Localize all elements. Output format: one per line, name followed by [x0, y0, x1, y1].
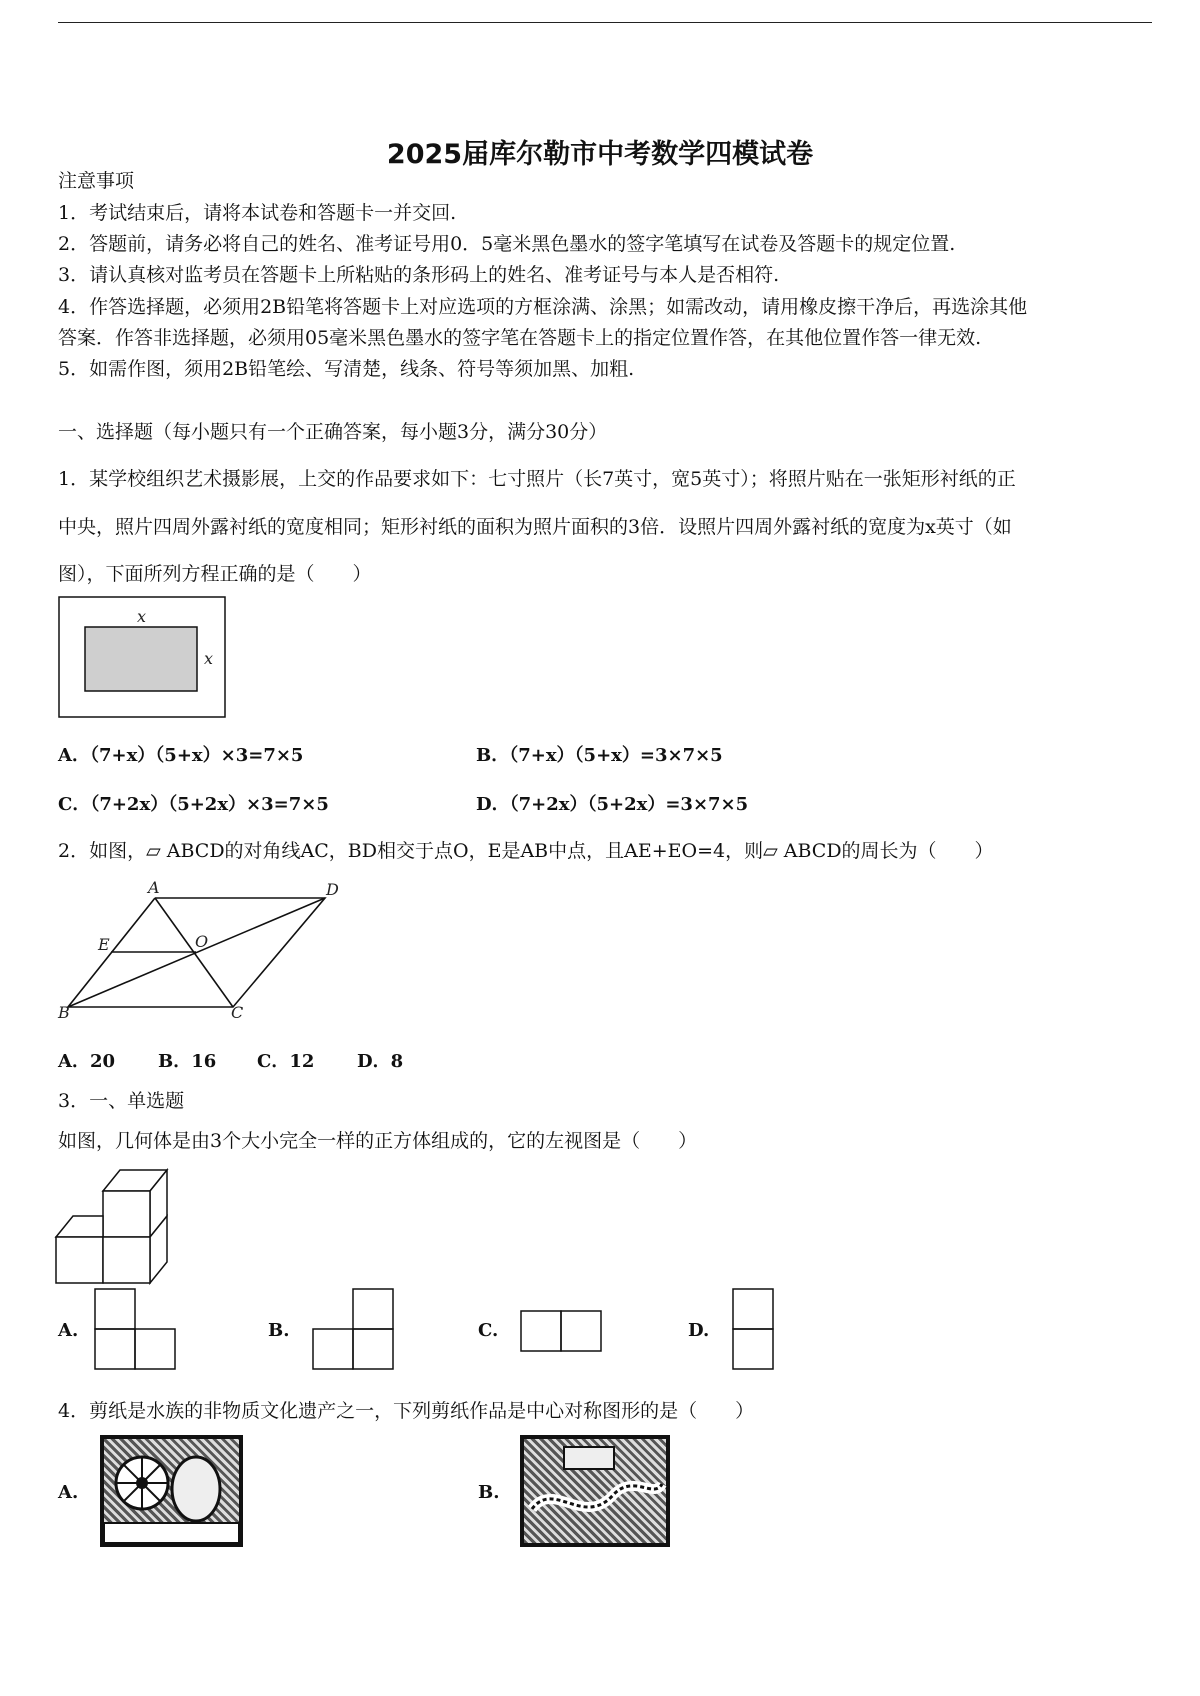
q2-option-a[interactable]: A．20: [58, 1051, 116, 1072]
q2-point-c: C: [231, 1003, 244, 1022]
section-heading: 一、选择题（每小题只有一个正确答案，每小题3分，满分30分）: [58, 421, 608, 443]
papercut-b-motif: [524, 1439, 666, 1543]
q4-option-b-papercut-image[interactable]: [520, 1435, 670, 1547]
q1-stem-line: 1．某学校组织艺术摄影展，上交的作品要求如下：七寸照片（长7英寸，宽5英寸）；将照片贴在一张矩形衬纸的正: [58, 468, 1016, 490]
q2-point-d: D: [326, 880, 339, 899]
header-rule: [58, 22, 1152, 23]
page-title: 2025届库尔勒市中考数学四模试卷: [386, 139, 814, 170]
q2-parallelogram-figure: [58, 880, 358, 1020]
q2-option-b[interactable]: B．16: [158, 1051, 217, 1072]
q3-option-d-figure[interactable]: [732, 1288, 776, 1372]
q4-stem: 4．剪纸是水族的非物质文化遗产之一，下列剪纸作品是中心对称图形的是（ ）: [58, 1400, 755, 1422]
notice-item: 2．答题前，请务必将自己的姓名、准考证号用0．5毫米黑色墨水的签字笔填写在试卷及答题卡的规定位置.: [58, 233, 956, 255]
q1-fig-label-top: x: [137, 607, 147, 626]
q1-option-a[interactable]: A．（7+x）（5+x）×3=7×5: [58, 745, 304, 766]
q3-option-c-label[interactable]: C.: [478, 1320, 499, 1341]
q3-option-a-figure[interactable]: [94, 1288, 176, 1372]
q4-option-b-label[interactable]: B.: [478, 1482, 500, 1503]
q2-option-d[interactable]: D．8: [357, 1051, 404, 1072]
q3-option-b-figure[interactable]: [312, 1288, 394, 1372]
q2-stem: 2．如图，▱ ABCD的对角线AC，BD相交于点O，E是AB中点，且AE+EO=4，则▱ ABCD的周长为（ ）: [58, 840, 994, 862]
q1-option-d[interactable]: D．（7+2x）（5+2x）=3×7×5: [476, 794, 749, 815]
q1-figure: [58, 596, 228, 720]
q3-header: 3．一、单选题: [58, 1090, 185, 1112]
notice-heading: 注意事项: [58, 170, 135, 192]
q2-point-b: B: [58, 1003, 70, 1022]
q3-option-a-label[interactable]: A.: [58, 1320, 79, 1341]
q3-stem: 如图，几何体是由3个大小完全一样的正方体组成的，它的左视图是（ ）: [58, 1130, 698, 1152]
q3-cubes-figure: [56, 1168, 171, 1272]
q1-option-b[interactable]: B．（7+x）（5+x）=3×7×5: [476, 745, 723, 766]
q2-option-c[interactable]: C．12: [257, 1051, 315, 1072]
q1-option-c[interactable]: C．（7+2x）（5+2x）×3=7×5: [58, 794, 329, 815]
q1-stem-line: 中央，照片四周外露衬纸的宽度相同；矩形衬纸的面积为照片面积的3倍．设照片四周外露衬纸的宽度为x英寸（如: [58, 516, 1012, 538]
q1-stem-line: 图），下面所列方程正确的是（ ）: [58, 563, 372, 585]
notice-item: 4．作答选择题，必须用2B铅笔将答题卡上对应选项的方框涂满、涂黑；如需改动，请用橡皮擦干净后，再选涂其他: [58, 296, 1028, 318]
q3-option-b-label[interactable]: B.: [268, 1320, 290, 1341]
papercut-a-motif: [104, 1439, 239, 1543]
notice-item: 5．如需作图，须用2B铅笔绘、写清楚，线条、符号等须加黑、加粗.: [58, 358, 635, 380]
q4-option-a-label[interactable]: A.: [58, 1482, 79, 1503]
q3-option-c-figure[interactable]: [520, 1310, 602, 1354]
q1-fig-label-right: x: [204, 649, 214, 668]
notice-item: 答案．作答非选择题，必须用05毫米黑色墨水的签字笔在答题卡上的指定位置作答，在其他位置作答一律无效.: [58, 327, 982, 349]
notice-item: 1．考试结束后，请将本试卷和答题卡一并交回.: [58, 202, 457, 224]
notice-item: 3．请认真核对监考员在答题卡上所粘贴的条形码上的姓名、准考证号与本人是否相符.: [58, 264, 780, 286]
q4-option-a-papercut-image[interactable]: [100, 1435, 243, 1547]
q3-option-d-label[interactable]: D.: [688, 1320, 710, 1341]
q2-point-e: E: [98, 935, 110, 954]
q2-point-o: O: [195, 932, 209, 951]
q2-point-a: A: [148, 878, 160, 897]
